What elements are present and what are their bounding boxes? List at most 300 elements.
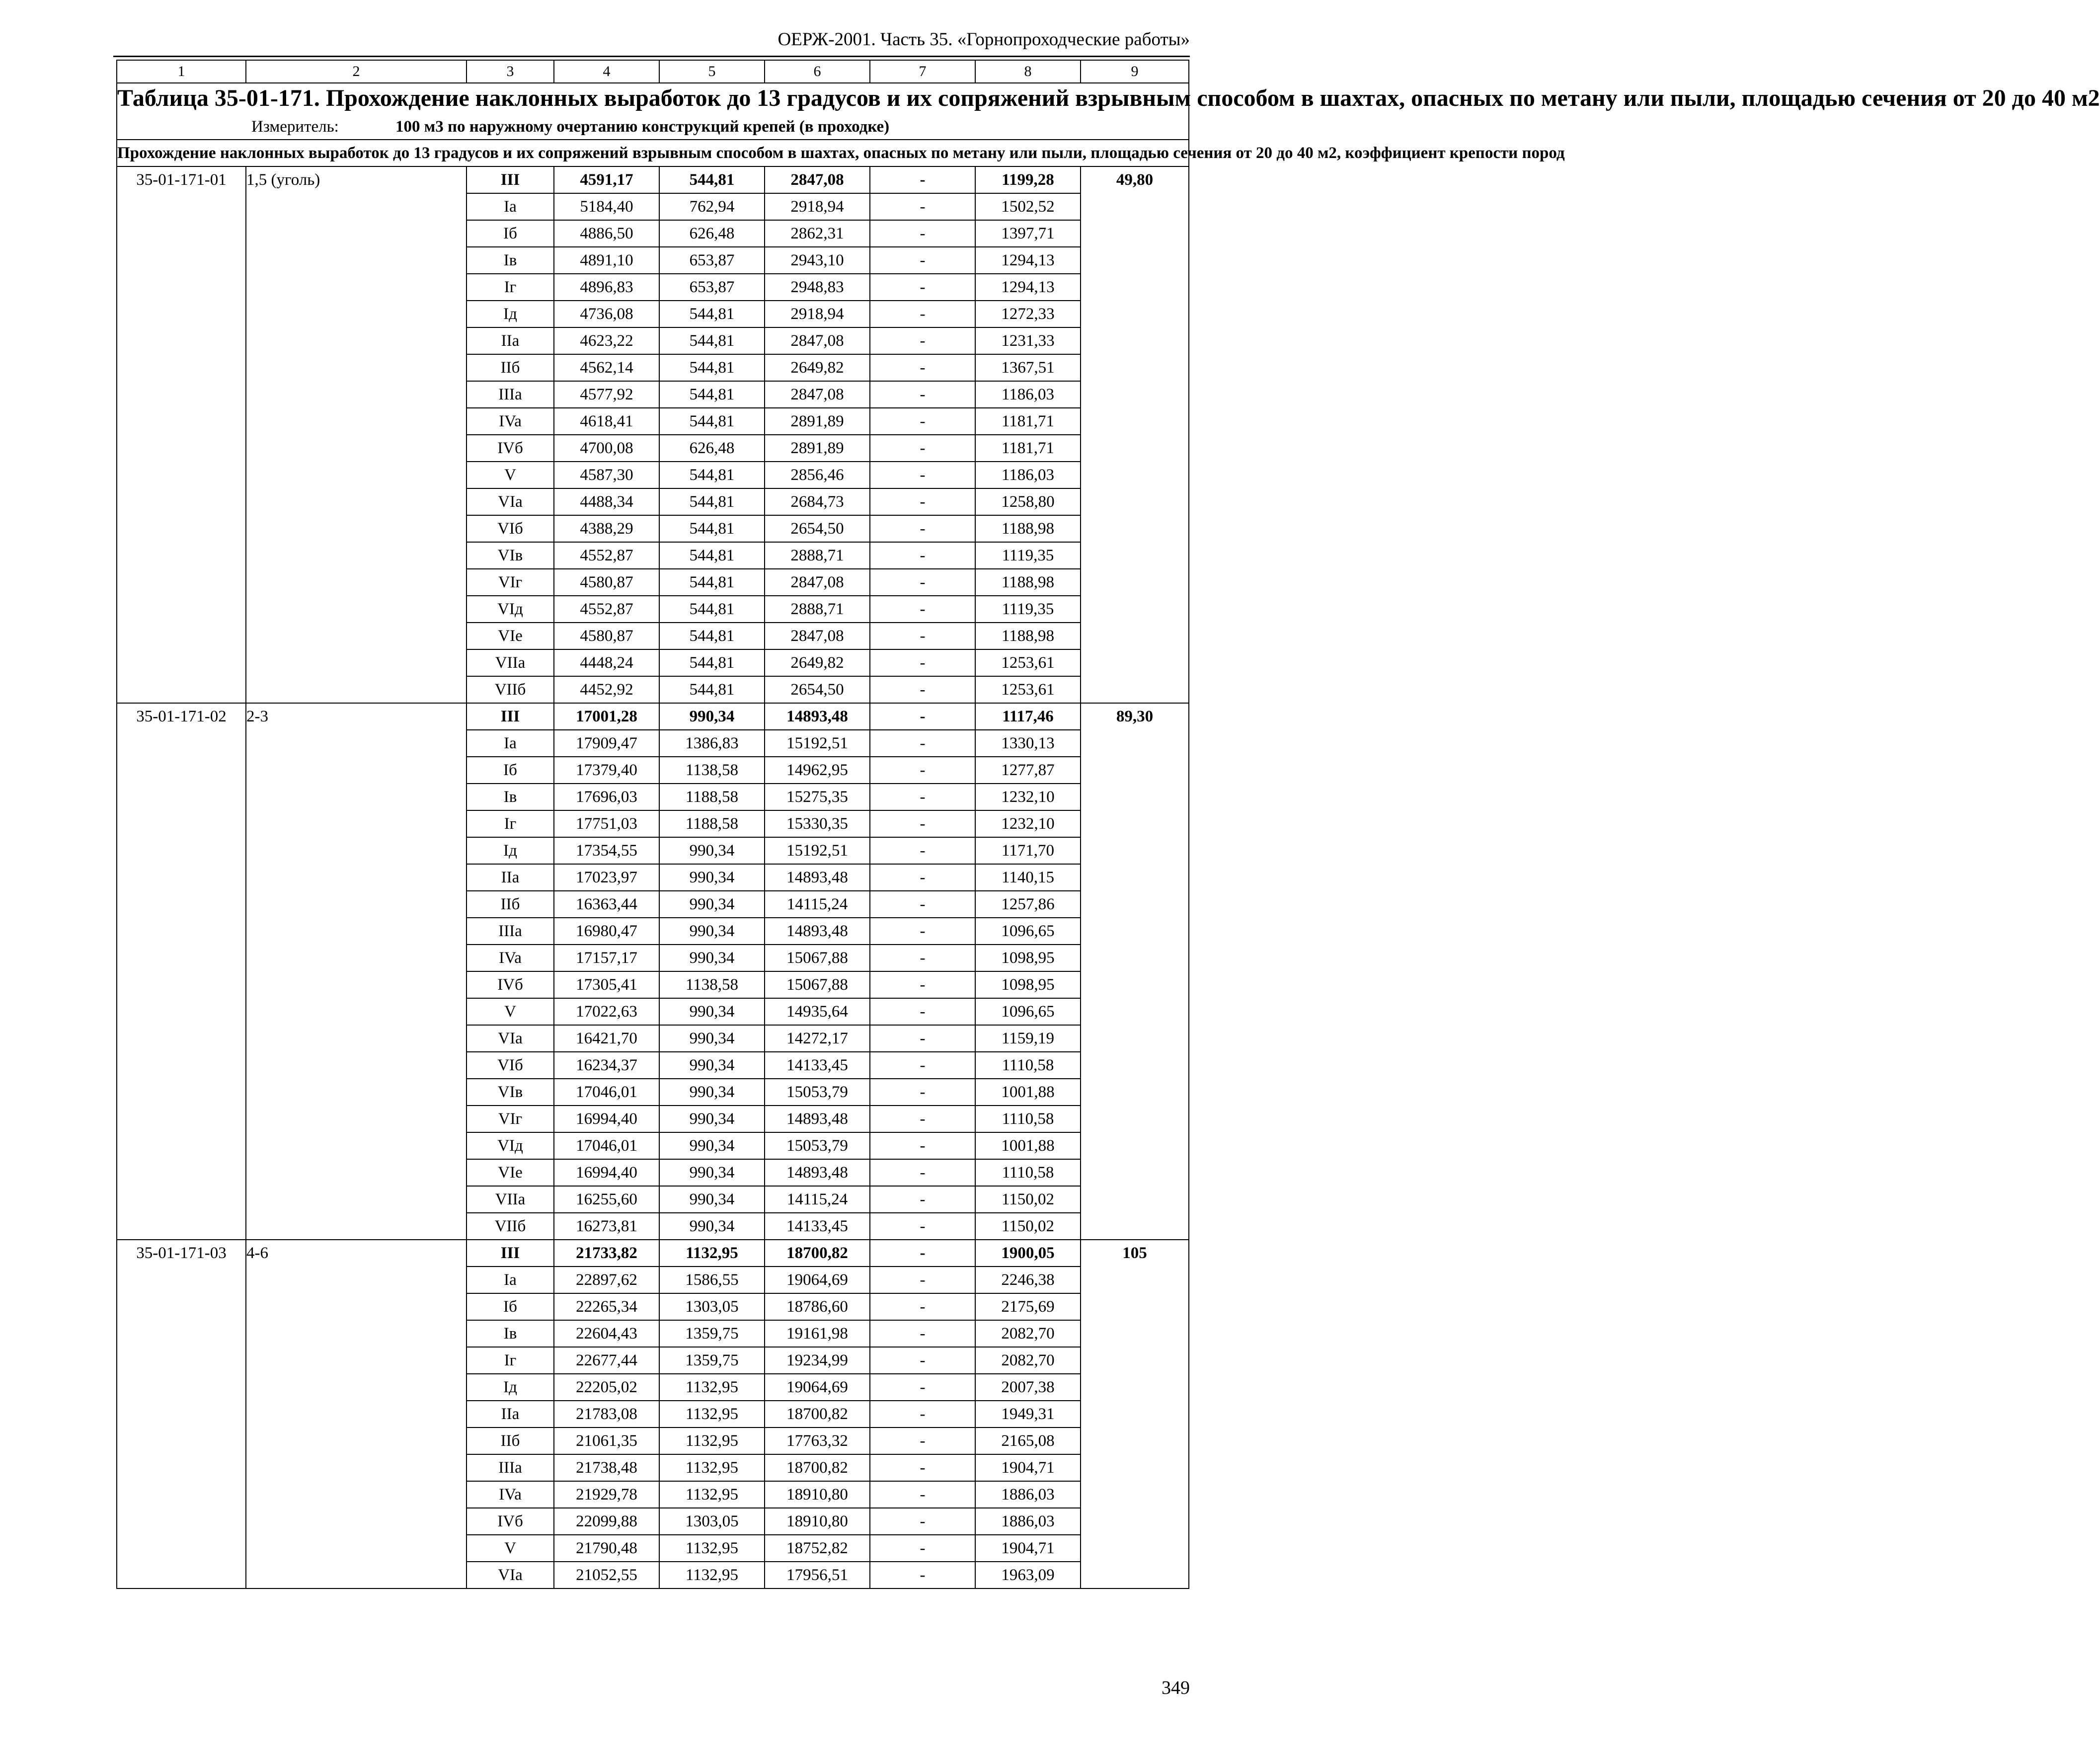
material-cost: 2082,70 [975,1347,1081,1374]
total-cost: 4448,24 [554,649,659,676]
machine-cost: 18700,82 [765,1401,870,1427]
incl-wage: - [870,220,975,247]
incl-wage: - [870,1159,975,1186]
incl-wage: - [870,354,975,381]
total-cost: 17354,55 [554,837,659,864]
column-number: 6 [765,60,870,83]
table-row [117,703,1189,730]
wage-cost: 1386,83 [659,730,765,757]
column-number-row [117,60,1189,83]
region-code: VIг [467,569,554,596]
total-cost: 17046,01 [554,1132,659,1159]
machine-cost: 15067,88 [765,971,870,998]
total-cost: 4577,92 [554,381,659,408]
incl-wage: - [870,1052,975,1079]
wage-cost: 1132,95 [659,1374,765,1401]
incl-wage: - [870,703,975,730]
total-cost: 4488,34 [554,488,659,515]
wage-cost: 544,81 [659,301,765,327]
column-number: 7 [870,60,975,83]
wage-cost: 544,81 [659,515,765,542]
incl-wage: - [870,1562,975,1588]
machine-cost: 18786,60 [765,1293,870,1320]
incl-wage: - [870,1374,975,1401]
region-code: Ia [467,730,554,757]
incl-wage: - [870,1106,975,1132]
total-cost: 4552,87 [554,596,659,623]
total-cost: 16363,44 [554,891,659,918]
total-cost: 4388,29 [554,515,659,542]
total-cost: 21790,48 [554,1535,659,1562]
total-cost: 5184,40 [554,193,659,220]
material-cost: 1277,87 [975,757,1081,784]
total-cost: 21783,08 [554,1401,659,1427]
total-cost: 21052,55 [554,1562,659,1588]
machine-cost: 18910,80 [765,1508,870,1535]
wage-cost: 544,81 [659,381,765,408]
region-code: VIa [467,488,554,515]
total-cost: 4591,17 [554,166,659,193]
machine-cost: 15067,88 [765,945,870,971]
wage-cost: 990,34 [659,1213,765,1240]
column-number: 3 [467,60,554,83]
machine-cost: 14893,48 [765,703,870,730]
machine-cost: 15192,51 [765,730,870,757]
total-cost: 17305,41 [554,971,659,998]
incl-wage: - [870,1347,975,1374]
region-code: VIe [467,1159,554,1186]
region-code: VIб [467,1052,554,1079]
machine-cost: 15192,51 [765,837,870,864]
header-divider [113,56,1190,57]
machine-cost: 2847,08 [765,623,870,649]
measure-label: Измеритель: [251,118,339,136]
column-number: 9 [1081,60,1189,83]
material-cost: 1098,95 [975,971,1081,998]
region-code: IVa [467,408,554,435]
total-cost: 17046,01 [554,1079,659,1106]
region-code: VIг [467,1106,554,1132]
total-cost: 4580,87 [554,569,659,596]
incl-wage: - [870,381,975,408]
region-code: V [467,462,554,488]
region-code: Iг [467,274,554,301]
incl-wage: - [870,1401,975,1427]
incl-wage: - [870,462,975,488]
column-number: 1 [117,60,246,83]
region-code: IIa [467,1401,554,1427]
incl-wage: - [870,327,975,354]
machine-cost: 18700,82 [765,1240,870,1267]
total-cost: 4580,87 [554,623,659,649]
wage-cost: 990,34 [659,1079,765,1106]
rate-code: 35-01-171-01 [117,166,246,703]
material-cost: 1096,65 [975,998,1081,1025]
column-number: 5 [659,60,765,83]
incl-wage: - [870,998,975,1025]
machine-cost: 17956,51 [765,1562,870,1588]
machine-cost: 14272,17 [765,1025,870,1052]
material-cost: 1098,95 [975,945,1081,971]
region-code: IIIa [467,1454,554,1481]
table-description: Прохождение наклонных выработок до 13 градусов и их сопряжений взрывным способом в шахтах, опасных по метану или пыли, площадью сечения от 20 до 40 м2, коэффициент крепости пород [117,140,1189,166]
incl-wage: - [870,1213,975,1240]
material-cost: 1199,28 [975,166,1081,193]
incl-wage: - [870,1508,975,1535]
machine-cost: 2918,94 [765,301,870,327]
wage-cost: 1359,75 [659,1320,765,1347]
wage-cost: 626,48 [659,435,765,462]
total-cost: 21929,78 [554,1481,659,1508]
incl-wage: - [870,784,975,810]
material-cost: 1397,71 [975,220,1081,247]
material-cost: 1159,19 [975,1025,1081,1052]
incl-wage: - [870,971,975,998]
region-code: IIa [467,327,554,354]
labor-cost: 105 [1081,1240,1189,1588]
incl-wage: - [870,1025,975,1052]
region-code: IVa [467,1481,554,1508]
total-cost: 22099,88 [554,1508,659,1535]
total-cost: 16273,81 [554,1213,659,1240]
material-cost: 1253,61 [975,649,1081,676]
material-cost: 1150,02 [975,1213,1081,1240]
wage-cost: 990,34 [659,998,765,1025]
wage-cost: 990,34 [659,1106,765,1132]
machine-cost: 2847,08 [765,569,870,596]
total-cost: 21738,48 [554,1454,659,1481]
machine-cost: 2649,82 [765,354,870,381]
incl-wage: - [870,1535,975,1562]
labor-cost: 89,30 [1081,703,1189,1240]
region-code: VIд [467,1132,554,1159]
machine-cost: 2856,46 [765,462,870,488]
total-cost: 21061,35 [554,1427,659,1454]
incl-wage: - [870,1267,975,1293]
material-cost: 1232,10 [975,784,1081,810]
material-cost: 1253,61 [975,676,1081,703]
total-cost: 22205,02 [554,1374,659,1401]
wage-cost: 544,81 [659,408,765,435]
labor-cost: 49,80 [1081,166,1189,703]
material-cost: 1904,71 [975,1535,1081,1562]
wage-cost: 990,34 [659,1159,765,1186]
material-cost: 1294,13 [975,247,1081,274]
machine-cost: 14893,48 [765,1159,870,1186]
machine-cost: 2862,31 [765,220,870,247]
total-cost: 16421,70 [554,1025,659,1052]
region-code: Ia [467,193,554,220]
wage-cost: 1188,58 [659,810,765,837]
table-title: Таблица 35-01-171. Прохождение наклонных выработок до 13 градусов и их сопряжений взрывным способом в шахтах, опасных по метану или пыли, площадью сечения от 20 до 40 м2 [117,85,2100,111]
incl-wage: - [870,676,975,703]
region-code: Iв [467,1320,554,1347]
material-cost: 1188,98 [975,623,1081,649]
wage-cost: 990,34 [659,918,765,945]
total-cost: 16980,47 [554,918,659,945]
machine-cost: 19234,99 [765,1347,870,1374]
machine-cost: 2847,08 [765,381,870,408]
machine-cost: 2948,83 [765,274,870,301]
incl-wage: - [870,1320,975,1347]
wage-cost: 544,81 [659,596,765,623]
machine-cost: 14115,24 [765,891,870,918]
machine-cost: 2918,94 [765,193,870,220]
wage-cost: 544,81 [659,462,765,488]
wage-cost: 990,34 [659,1186,765,1213]
incl-wage: - [870,891,975,918]
incl-wage: - [870,1132,975,1159]
wage-cost: 1132,95 [659,1454,765,1481]
material-cost: 1258,80 [975,488,1081,515]
total-cost: 4618,41 [554,408,659,435]
wage-cost: 990,34 [659,837,765,864]
total-cost: 17001,28 [554,703,659,730]
machine-cost: 14133,45 [765,1213,870,1240]
region-code: Iг [467,810,554,837]
region-code: Iв [467,247,554,274]
region-code: VIa [467,1562,554,1588]
machine-cost: 2888,71 [765,596,870,623]
wage-cost: 1303,05 [659,1293,765,1320]
wage-cost: 1132,95 [659,1481,765,1508]
material-cost: 1001,88 [975,1079,1081,1106]
column-number: 2 [246,60,467,83]
total-cost: 4736,08 [554,301,659,327]
total-cost: 4562,14 [554,354,659,381]
incl-wage: - [870,247,975,274]
machine-cost: 2891,89 [765,408,870,435]
material-cost: 1119,35 [975,542,1081,569]
wage-cost: 990,34 [659,945,765,971]
wage-cost: 1138,58 [659,971,765,998]
incl-wage: - [870,193,975,220]
region-code: Iб [467,757,554,784]
machine-cost: 14893,48 [765,1106,870,1132]
machine-cost: 19064,69 [765,1374,870,1401]
wage-cost: 653,87 [659,274,765,301]
region-code: III [467,1240,554,1267]
machine-cost: 18910,80 [765,1481,870,1508]
wage-cost: 544,81 [659,488,765,515]
incl-wage: - [870,166,975,193]
region-code: IIa [467,864,554,891]
rate-code: 35-01-171-02 [117,703,246,1240]
wage-cost: 762,94 [659,193,765,220]
machine-cost: 14133,45 [765,1052,870,1079]
incl-wage: - [870,918,975,945]
region-code: V [467,1535,554,1562]
wage-cost: 1359,75 [659,1347,765,1374]
total-cost: 17379,40 [554,757,659,784]
material-cost: 1188,98 [975,515,1081,542]
wage-cost: 626,48 [659,220,765,247]
material-cost: 1900,05 [975,1240,1081,1267]
column-number: 4 [554,60,659,83]
incl-wage: - [870,1427,975,1454]
machine-cost: 14115,24 [765,1186,870,1213]
machine-cost: 2654,50 [765,515,870,542]
material-cost: 2165,08 [975,1427,1081,1454]
total-cost: 4700,08 [554,435,659,462]
wage-cost: 544,81 [659,327,765,354]
material-cost: 1110,58 [975,1106,1081,1132]
machine-cost: 18700,82 [765,1454,870,1481]
region-code: IVб [467,435,554,462]
incl-wage: - [870,1186,975,1213]
machine-cost: 19064,69 [765,1267,870,1293]
material-cost: 1188,98 [975,569,1081,596]
region-code: IVб [467,1508,554,1535]
material-cost: 1186,03 [975,462,1081,488]
incl-wage: - [870,945,975,971]
material-cost: 1330,13 [975,730,1081,757]
total-cost: 16994,40 [554,1159,659,1186]
total-cost: 17751,03 [554,810,659,837]
machine-cost: 2847,08 [765,166,870,193]
material-cost: 1231,33 [975,327,1081,354]
wage-cost: 1132,95 [659,1401,765,1427]
region-code: VIIб [467,676,554,703]
material-cost: 1150,02 [975,1186,1081,1213]
incl-wage: - [870,864,975,891]
total-cost: 16994,40 [554,1106,659,1132]
page-number: 349 [1162,1677,1190,1698]
total-cost: 4886,50 [554,220,659,247]
incl-wage: - [870,1454,975,1481]
wage-cost: 544,81 [659,354,765,381]
rock-hardness: 1,5 (уголь) [246,166,467,703]
wage-cost: 544,81 [659,676,765,703]
machine-cost: 2654,50 [765,676,870,703]
material-cost: 1294,13 [975,274,1081,301]
material-cost: 1181,71 [975,408,1081,435]
table-title-cell [117,83,2100,140]
region-code: IVб [467,971,554,998]
machine-cost: 2888,71 [765,542,870,569]
total-cost: 4552,87 [554,542,659,569]
machine-cost: 15275,35 [765,784,870,810]
rates-table [116,60,2100,1589]
wage-cost: 1138,58 [659,757,765,784]
wage-cost: 544,81 [659,542,765,569]
material-cost: 2082,70 [975,1320,1081,1347]
material-cost: 1110,58 [975,1159,1081,1186]
material-cost: 1001,88 [975,1132,1081,1159]
material-cost: 1367,51 [975,354,1081,381]
incl-wage: - [870,1240,975,1267]
wage-cost: 1132,95 [659,1535,765,1562]
material-cost: 1140,15 [975,864,1081,891]
region-code: VIв [467,1079,554,1106]
material-cost: 1886,03 [975,1508,1081,1535]
region-code: IVa [467,945,554,971]
total-cost: 17157,17 [554,945,659,971]
wage-cost: 990,34 [659,891,765,918]
region-code: III [467,703,554,730]
wage-cost: 1132,95 [659,1427,765,1454]
material-cost: 1904,71 [975,1454,1081,1481]
material-cost: 1110,58 [975,1052,1081,1079]
material-cost: 1119,35 [975,596,1081,623]
material-cost: 1502,52 [975,193,1081,220]
wage-cost: 653,87 [659,247,765,274]
total-cost: 17023,97 [554,864,659,891]
machine-cost: 14962,95 [765,757,870,784]
region-code: IIб [467,891,554,918]
region-code: VIб [467,515,554,542]
material-cost: 2246,38 [975,1267,1081,1293]
table-title-row [117,83,1189,140]
total-cost: 4891,10 [554,247,659,274]
rock-hardness: 4-6 [246,1240,467,1588]
total-cost: 22897,62 [554,1267,659,1293]
machine-cost: 2847,08 [765,327,870,354]
machine-cost: 15053,79 [765,1132,870,1159]
material-cost: 2007,38 [975,1374,1081,1401]
incl-wage: - [870,1481,975,1508]
region-code: VIд [467,596,554,623]
material-cost: 2175,69 [975,1293,1081,1320]
machine-cost: 2649,82 [765,649,870,676]
region-code: VIe [467,623,554,649]
material-cost: 1171,70 [975,837,1081,864]
total-cost: 17022,63 [554,998,659,1025]
region-code: VIIa [467,649,554,676]
region-code: IIб [467,354,554,381]
machine-cost: 14935,64 [765,998,870,1025]
wage-cost: 990,34 [659,864,765,891]
region-code: Ia [467,1267,554,1293]
region-code: Iб [467,1293,554,1320]
incl-wage: - [870,301,975,327]
machine-cost: 14893,48 [765,864,870,891]
incl-wage: - [870,1293,975,1320]
table-row [117,166,1189,193]
region-code: III [467,166,554,193]
column-number: 8 [975,60,1081,83]
total-cost: 21733,82 [554,1240,659,1267]
wage-cost: 990,34 [659,1132,765,1159]
incl-wage: - [870,649,975,676]
region-code: IIIa [467,381,554,408]
wage-cost: 1188,58 [659,784,765,810]
measure-line [251,114,1188,139]
wage-cost: 990,34 [659,1052,765,1079]
total-cost: 4896,83 [554,274,659,301]
machine-cost: 17763,32 [765,1427,870,1454]
page-header-title: ОЕРЖ-2001. Часть 35. «Горнопроходческие работы» [778,29,1190,50]
material-cost: 1186,03 [975,381,1081,408]
machine-cost: 19161,98 [765,1320,870,1347]
wage-cost: 1132,95 [659,1562,765,1588]
incl-wage: - [870,810,975,837]
incl-wage: - [870,488,975,515]
region-code: IIб [467,1427,554,1454]
region-code: Iд [467,1374,554,1401]
region-code: VIIa [467,1186,554,1213]
wage-cost: 1132,95 [659,1240,765,1267]
material-cost: 1096,65 [975,918,1081,945]
total-cost: 22265,34 [554,1293,659,1320]
wage-cost: 544,81 [659,649,765,676]
incl-wage: - [870,757,975,784]
machine-cost: 15053,79 [765,1079,870,1106]
wage-cost: 990,34 [659,703,765,730]
wage-cost: 1586,55 [659,1267,765,1293]
material-cost: 1963,09 [975,1562,1081,1588]
region-code: Iг [467,1347,554,1374]
